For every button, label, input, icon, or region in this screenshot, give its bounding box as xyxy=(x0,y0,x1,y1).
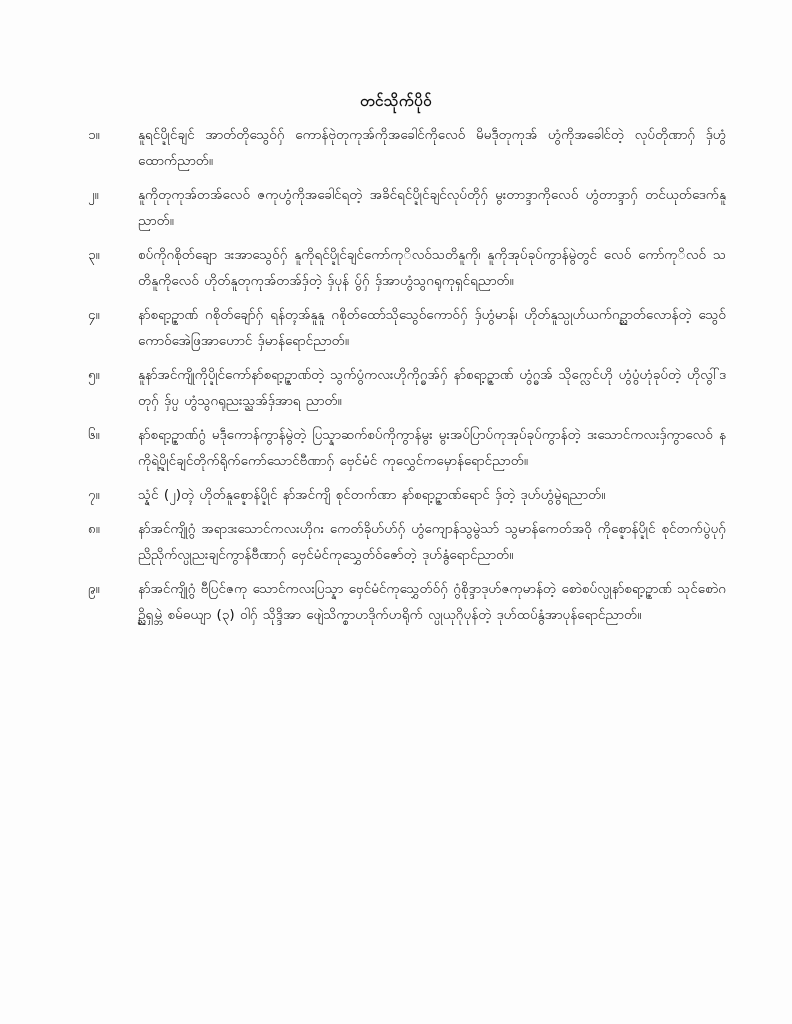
item-number: ၈။ xyxy=(88,521,100,537)
list-item xyxy=(88,516,726,568)
item-number: ၁။ xyxy=(88,127,100,143)
list-item xyxy=(88,122,726,174)
list-item xyxy=(88,482,726,508)
list-item xyxy=(88,302,726,354)
item-number: ၆။ xyxy=(88,427,100,443)
item-text: နူရင်ပ္ဍိုင်ချင် အာတ်တိုသွေဝ်ဂှ် ကောန်ဗုဲတုကုအ်ကိုအခေါင်ကိုလေဝ် မိမဒဵုတုကုအ် ဟွံကိုအခေါင်တဲ့ လုပ်တိုဏာဂှ် ဒှ်ဟွံထောက်ညာတ်။ xyxy=(138,127,726,169)
list-item xyxy=(88,422,726,474)
list-item xyxy=(88,242,726,294)
item-text: နူကိုတုကုအ်တအ်လေဝ် ဇကုဟွံကိုအခေါင်ရတဲ့ အခိင်ရင်ပ္ဍိုင်ချင်လုပ်တိုဂှ် မွးတာဒ္ဒာကိုလေဝ် ဟွံတာဒ္ဒာဂှ် တင်ယုတ်ဒေက်နူညာတ်။ xyxy=(138,187,726,229)
item-number: ၇။ xyxy=(88,487,100,503)
item-text: နာ်စရာ့ဥ္ဇာဏ် ဂစိုတ်ချော်ဂှ် ရန်တ္ၚအ်နူနူ ဂစိုတ်ထော်သိုသွေဝ်ကောဝ်ဂှ် ဒှ်ဟွံမာန်၊ ဟိုတ်နူသ္ပုဟ်ယက်ဂဥ္ညာတ်လောန်တဲ့ သွေဝ်ကောဝ်အေဲဖြအာဟောင် ဒှ်မာန်ရောင်ညာတ်။ xyxy=(138,307,726,349)
item-text: သ္နံင် (၂)တ္ၚဲ ဟိုတ်နူစ္ဍောန်ပ္ဍိုင် နာ်အင်ကျိ စုင်တက်ဏာ နာ်စရာ့ဥ္ဇာဏ်ရောင် ဒှ်တဲ့ ဒုဟ်ဟွံမွဲရညာတ်။ xyxy=(138,487,606,503)
numbered-list xyxy=(88,122,726,636)
item-number: ၉။ xyxy=(88,581,100,597)
item-text: နာ်အင်ကျိုဂွံ ဗီပြင်ဇကု သောင်ကလးပြသ္နာ ဗှေင်မံင်ကုသွှေတ်ဝ်ဂှ် ဂွံစိုဒ္ဒာဒုဟ်ဇကုမာန်တဲ့ စောဲစပ်လ္ပုနာ်စရာ့ဥ္ဇာဏ် သုင်စောဲဂဥ္ညိရှမ္ဘဲ စမ်ဓယျာ (၃) ဝါဂှ် သိုဒ္ဒိအာ ဖျေဲသိက္စာဟဒိုက်ဟရိုက် လ္ပုယုဂိုပုန်တဲ့ ဒုဟ်ထပ်နွံအာပုန်ရောင်ညာတ်။ xyxy=(138,581,726,623)
item-number: ၂။ xyxy=(88,187,99,203)
document-title: တင်သိုက်ပိုဝ် xyxy=(359,92,433,110)
item-text: နာ်အင်ကျိုဂွံ အရာဒးသောင်ကလးဟိုဂး ကေတ်ခိုဟ်ဟ်ဂှ် ဟွံကျောန်သွမွဲသာ် သွမာန်ကေတ်အဝို ကိုစ္ဍောန်ပ္ဍိုင် စုင်တက်ပွဲပုဂှ် ညိညိုက်လ္ပုညးချင်ကွာန်ဗီဏာဂှ် ဗှေင်မံင်ကုသွှေတ်ဝ်ဇော်တဲ့ ဒုဟ်နွံရောင်ညာတ်။ xyxy=(138,521,726,563)
list-item xyxy=(88,576,726,628)
item-number: ၅။ xyxy=(88,367,100,383)
item-number: ၄။ xyxy=(88,307,100,323)
item-number: ၃။ xyxy=(88,247,100,263)
list-item xyxy=(88,362,726,414)
item-text: စပ်ကိုဂစိုတ်ချော ဒးအာသွေဝ်ဂှ် နူကိုရင်ပ္ဍိုင်ချင်ကော်ကုိလဝ်သတိနူကို၊ နူကိုအုပ်ခုပ်ကွာန်မွဲတွင် လေဝ် ကော်ကုိလဝ် သတိနူကိုလေဝ် ဟိုတ်နူတုကုအ်တအ်ဒှ်တဲ့ ဒှ်ပုန် ပွ်ဂှ် ဒှ်အာဟွံသွဂရုကုရှင်ရညာတ်။ xyxy=(138,247,726,289)
item-text: နူနာ်အင်ကျိုကိုပ္ဍိုင်ကော်နာ်စရာ့ဥ္ဇာဏ်တဲ့ သွက်ပွံကလးဟိုကိုဂ္ဓအ်ဂှ် နာ်စရာ့ဥ္ဇာဏ် ဟွံဂ္ဓအ် သိုက္လေင်ဟို ဟွံပွံဟုံခုပ်တဲ့ ဟိုလွါ်ဒတုဂှ် ဒှ်ပ္ပ ဟွံသွဂရုညးသ္ညအ်ဒှ်အာရ ညာတ်။ xyxy=(138,367,726,409)
item-text: နာ်စရာ့ဥ္ဇာဏ်ဂွံ မဒဵုကောန်ကွာန်မွဲတဲ့ ပြသ္နာဆက်စပ်ကိုကွာန်မွး မွးအပ်ပြာပ်ကုအုပ်ခုပ်ကွာန်တဲ့ ဒးသောင်ကလးဒှ်ကွာလေဝ် နကိုရဲ့ပ္ဍိုင်ချင်တိုက်ရိုက်ကော်သောင်ဗီဏာဂှ် ဗှေင်မံင် ကုလွှေင်ကမှောန်ရောင်ညာတ်။ xyxy=(138,427,726,469)
list-item xyxy=(88,182,726,234)
